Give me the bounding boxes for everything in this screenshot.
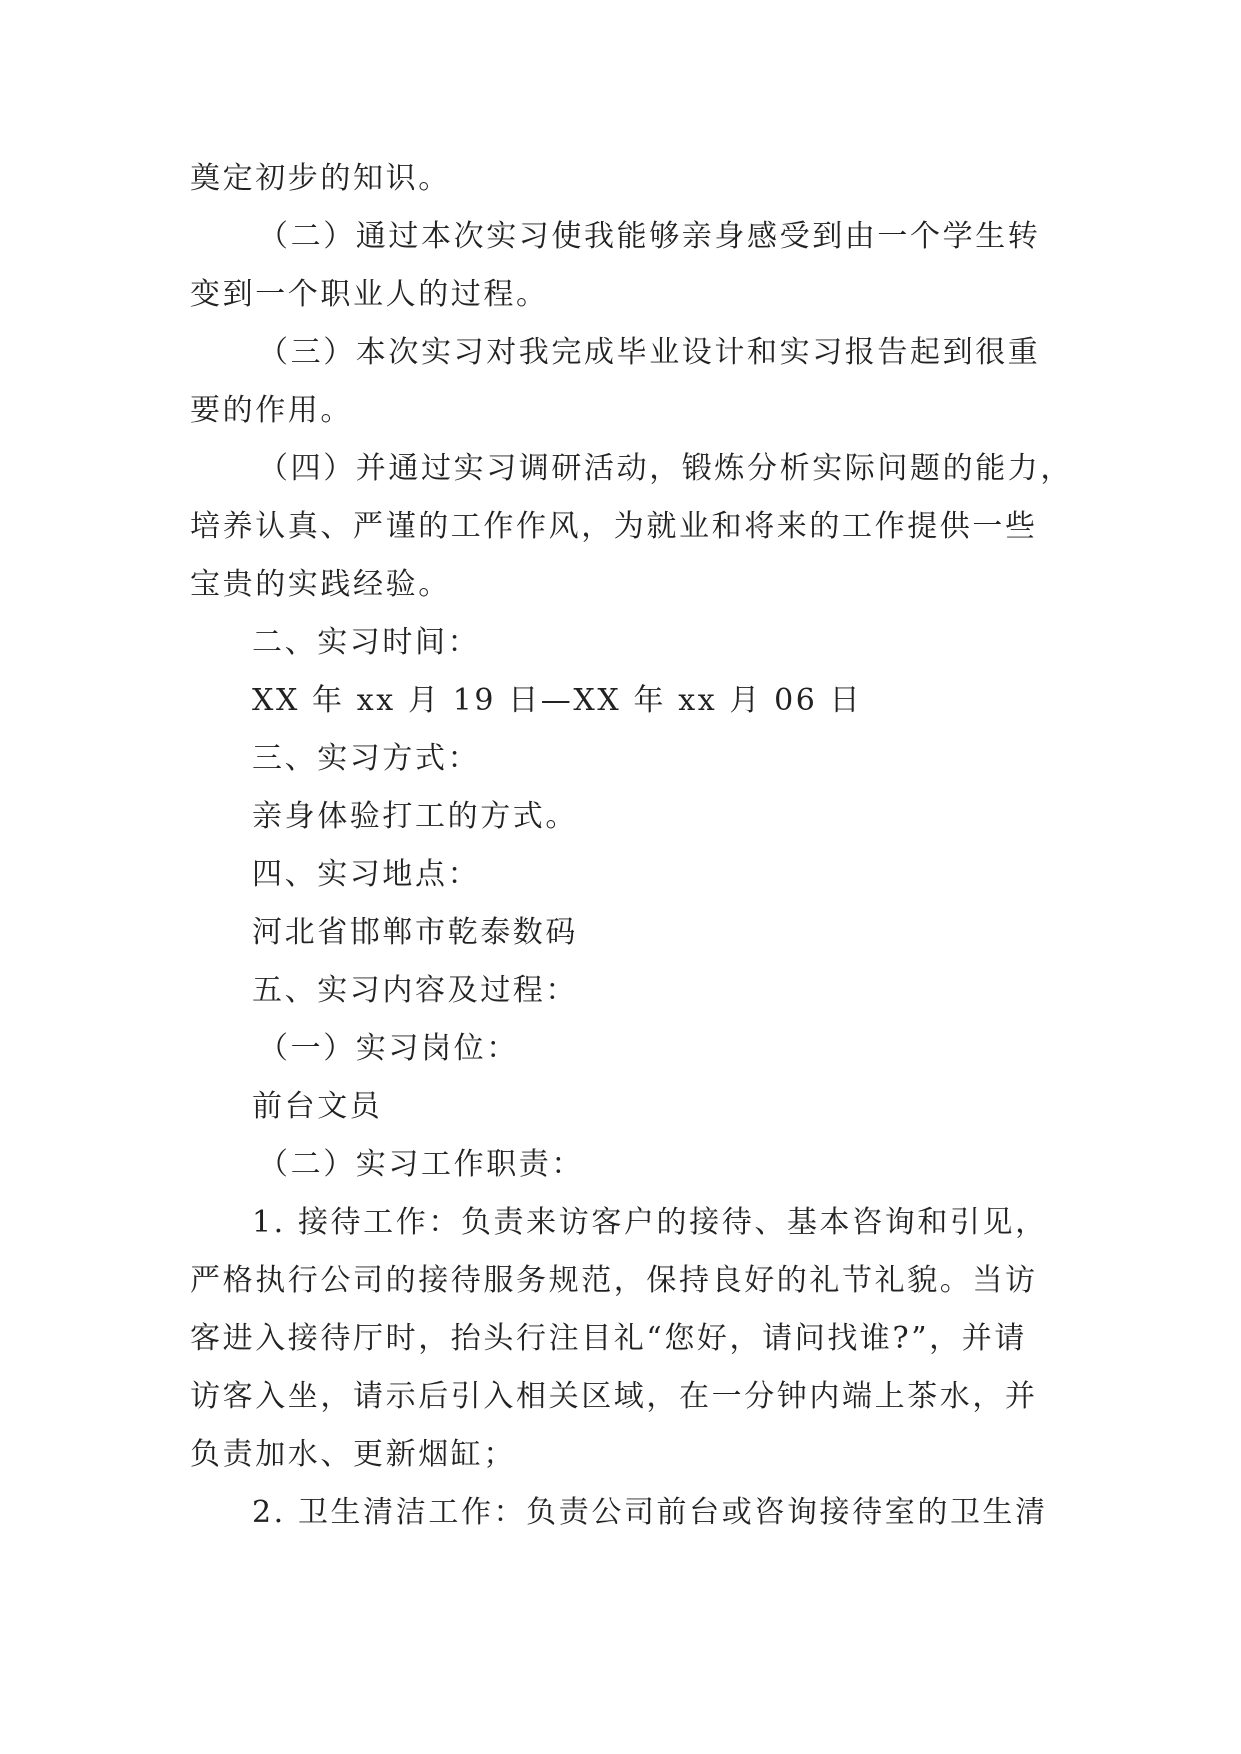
text-line: XX 年 xx 月 19 日—XX 年 xx 月 06 日 bbox=[252, 683, 863, 718]
subsection-heading: （一）实习岗位： bbox=[258, 1031, 519, 1066]
section-heading: 四、实习地点： bbox=[252, 857, 481, 892]
text-line: 河北省邯郸市乾泰数码 bbox=[252, 915, 578, 950]
text-line: 1. 接待工作：负责来访客户的接待、基本咨询和引见， bbox=[252, 1205, 1048, 1240]
text-line: 2. 卫生清洁工作：负责公司前台或咨询接待室的卫生清 bbox=[252, 1495, 1048, 1530]
text-line: （二）通过本次实习使我能够亲身感受到由一个学生转 bbox=[258, 219, 1041, 254]
text-line: 变到一个职业人的过程。 bbox=[190, 277, 549, 312]
text-line: 严格执行公司的接待服务规范，保持良好的礼节礼貌。当访 bbox=[190, 1263, 1038, 1298]
text-line: 培养认真、严谨的工作作风，为就业和将来的工作提供一些 bbox=[190, 509, 1038, 544]
text-line: （三）本次实习对我完成毕业设计和实习报告起到很重 bbox=[258, 335, 1041, 370]
section-heading: 二、实习时间： bbox=[252, 625, 481, 660]
text-line: 亲身体验打工的方式。 bbox=[252, 799, 578, 834]
text-line: 要的作用。 bbox=[190, 393, 353, 428]
text-line: 宝贵的实践经验。 bbox=[190, 567, 451, 602]
text-line: 访客入坐，请示后引入相关区域，在一分钟内端上茶水，并 bbox=[190, 1379, 1038, 1414]
text-line: 奠定初步的知识。 bbox=[190, 161, 451, 196]
text-line: 负责加水、更新烟缸； bbox=[190, 1437, 516, 1472]
text-line: （四）并通过实习调研活动，锻炼分析实际问题的能力， bbox=[258, 451, 1073, 486]
section-heading: 三、实习方式： bbox=[252, 741, 481, 776]
section-heading: 五、实习内容及过程： bbox=[252, 973, 578, 1008]
text-line: 客进入接待厅时，抬头行注目礼“您好，请问找谁?”，并请 bbox=[190, 1321, 1027, 1356]
subsection-heading: （二）实习工作职责： bbox=[258, 1147, 584, 1182]
text-line: 前台文员 bbox=[252, 1089, 383, 1124]
